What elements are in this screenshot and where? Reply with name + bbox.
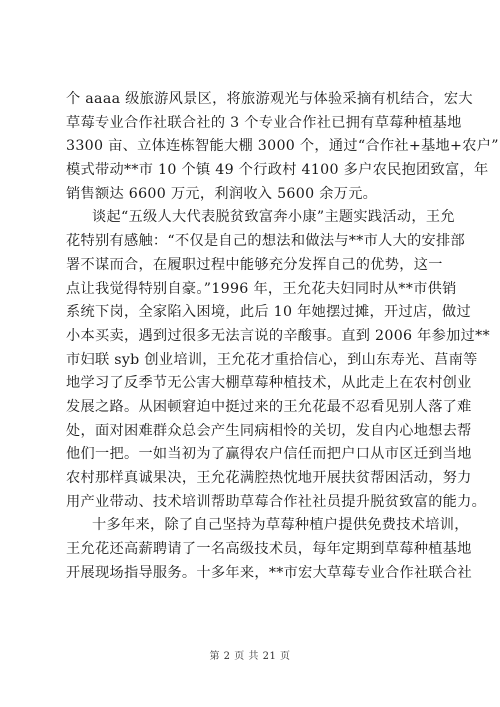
text-line: 花特别有感触：“不仅是自己的想法和做法与**市人大的安排部 [66,233,466,250]
page-footer: 第 2 页 共 21 页 [209,651,291,662]
text-line: 开展现场指导服务。十多年来，**市宏大草莓专业合作社联合社 [66,564,472,581]
text-line: 个 aaaa 级旅游风景区，将旅游观光与体验采摘有机结合，宏大 [66,91,473,107]
text-line: 农村那样真诚果决，王允花满腔热忱地开展扶贫帮困活动，努力 [66,470,472,486]
text-line: 点让我觉得特别自豪。”1996 年，王允花夫妇同时从**市供销 [66,280,457,297]
text-line: 模式带动**市 10 个镇 49 个行政村 4100 多户农民抱团致富，年 [66,162,489,179]
text-line: 小本买卖，遇到过很多无法言说的辛酸事。直到 2006 年参加过** [66,327,490,344]
text-line: 王允花还高薪聘请了一名高级技术员，每年定期到草莓种植基地 [66,541,472,558]
text-line: 系统下岗，全家陷入困境，此后 10 年她摆过摊，开过店，做过 [66,304,471,321]
text-line: 销售额达 6600 万元，利润收入 5600 余万元。 [66,185,378,202]
text-line: 用产业带动、技术培训帮助草莓合作社社员提升脱贫致富的能力。 [66,493,487,510]
text-line: 署不谋而合，在履职过程中能够充分发挥自己的优势，这一 [66,256,443,273]
text-line: 处，面对困难群众总会产生同病相怜的关切，发自内心地想去帮 [66,422,472,439]
paragraph-first-line: 谈起“五级人大代表脱贫致富奔小康”主题实践活动，王允 [92,209,455,226]
text-line: 发展之路。从困顿窘迫中挺过来的王允花最不忍看见别人落了难 [66,398,472,415]
text-line: 3300 亩、立体连栋智能大棚 3000 个，通过“合作社+基地+农户” [66,138,499,155]
text-line: 市妇联 syb 创业培训，王允花才重拾信心，到山东寿光、莒南等 [66,351,478,368]
paragraph-first-line: 十多年来，除了自己坚持为草莓种植户提供免费技术培训， [92,517,469,534]
text-line: 地学习了反季节无公害大棚草莓种植技术，从此走上在农村创业 [66,375,472,392]
text-line: 他们一把。一如当初为了赢得农户信任而把户口从市区迁到当地 [66,446,472,463]
text-line: 草莓专业合作社联合社的 3 个专业合作社已拥有草莓种植基地 [66,114,462,131]
document-body [66,88,499,585]
